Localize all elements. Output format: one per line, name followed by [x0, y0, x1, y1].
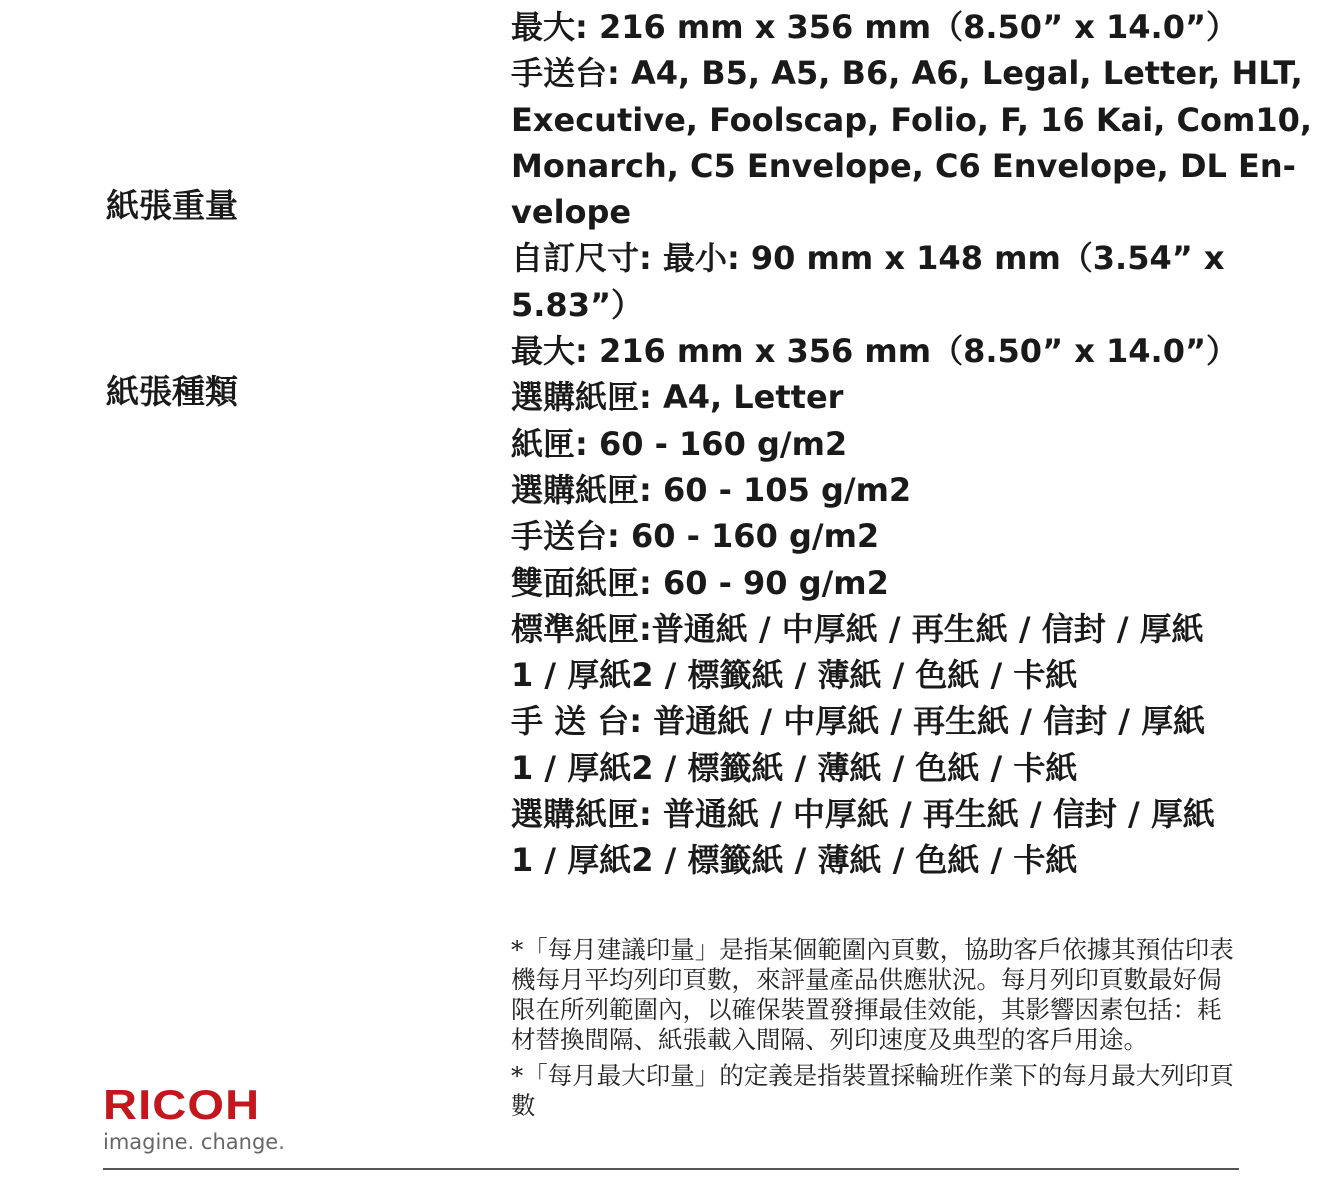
spec-line: 選購紙匣: 60 - 105 g/m2 — [511, 470, 912, 509]
footnote-recommended-volume: *「每月建議印量」是指某個範圍內頁數，協助客戶依據其預估印表機每月平均列印頁數，來評量產品供應狀況。每月列印頁數最好侷限在所列範圍內，以確保裝置發揮最佳效能，其影響因素包括：耗材替換間隔、紙張載入間隔、列印速度及典型的客戶用途。 — [511, 935, 1234, 1054]
spec-line: 最大: 216 mm x 356 mm（8.50” x 14.0”） — [511, 332, 1239, 371]
spec-line: velope — [511, 193, 632, 232]
spec-line: 1 / 厚紙2 / 標籤紙 / 薄紙 / 色紙 / 卡紙 — [511, 748, 1078, 787]
ricoh-logo — [103, 1083, 285, 1155]
spec-line: 手送台: 60 - 160 g/m2 — [511, 517, 880, 556]
logo-wordmark: RICOH — [103, 1081, 261, 1128]
footnotes — [511, 935, 1241, 1127]
spec-line: Executive, Foolscap, Folio, F, 16 Kai, Com10, — [511, 100, 1312, 139]
spec-line: 5.83”） — [511, 285, 643, 324]
footer-divider — [103, 1168, 1239, 1170]
logo-tagline: imagine. change. — [103, 1130, 285, 1154]
label-paper-type: 紙張種類 — [106, 372, 238, 411]
spec-line: 手送台: A4, B5, A5, B6, A6, Legal, Letter, HLT, — [511, 54, 1303, 93]
footnote-max-volume: *「每月最大印量」的定義是指裝置採輪班作業下的每月最大列印頁數 — [511, 1061, 1234, 1120]
spec-line: Monarch, C5 Envelope, C6 Envelope, DL En- — [511, 146, 1296, 185]
spec-line: 自訂尺寸: 最小: 90 mm x 148 mm（3.54” x — [511, 239, 1225, 278]
spec-line: 標準紙匣:普通紙 / 中厚紙 / 再生紙 / 信封 / 厚紙 — [511, 609, 1204, 648]
spec-line: 最大: 216 mm x 356 mm（8.50” x 14.0”） — [511, 8, 1239, 46]
spec-line: 手 送 台: 普通紙 / 中厚紙 / 再生紙 / 信封 / 厚紙 — [511, 702, 1206, 741]
spec-line: 1 / 厚紙2 / 標籤紙 / 薄紙 / 色紙 / 卡紙 — [511, 656, 1078, 695]
spec-line: 選購紙匣: 普通紙 / 中厚紙 / 再生紙 / 信封 / 厚紙 — [511, 795, 1215, 834]
spec-list — [511, 4, 1312, 884]
spec-line: 選購紙匣: A4, Letter — [511, 378, 844, 417]
label-paper-weight: 紙張重量 — [106, 186, 238, 225]
spec-line: 雙面紙匣: 60 - 90 g/m2 — [511, 563, 889, 602]
spec-line: 1 / 厚紙2 / 標籤紙 / 薄紙 / 色紙 / 卡紙 — [511, 841, 1078, 880]
spec-line: 紙匣: 60 - 160 g/m2 — [511, 424, 848, 463]
